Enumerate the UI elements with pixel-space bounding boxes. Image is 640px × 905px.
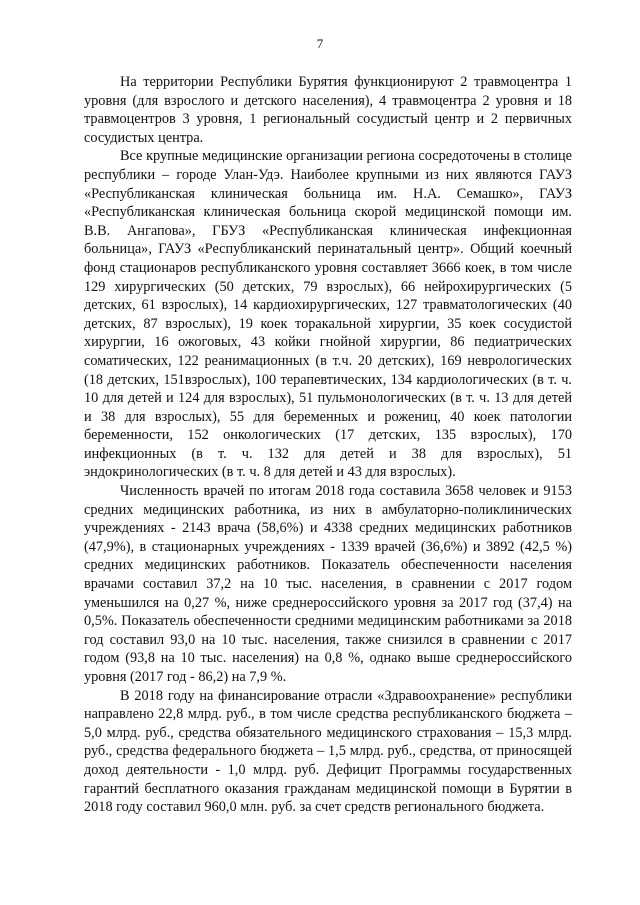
paragraph-medical-organizations: Все крупные медицинские организации региона сосредоточены в столице республики – городе Улан-Удэ. Наиболее крупными из них являются ГАУЗ «Республиканская клиническая больница им. Н.А. Семашко», ГАУЗ «Республиканская клиническая больница скорой медицинской помощи им. В.В. Ангапова», ГБУЗ «Республиканская клиническая инфекционная больница», ГАУЗ «Республиканский перинатальный центр». Общий коечный фонд стационаров республиканского уровня составляет 3666 коек, в том числе 129 хирургических (50 детских, 79 взрослых), 66 нейрохирургических (5 детских, 61 взрослых), 14 кардиохирургических, 127 травматологических (40 детских, 87 взрослых), 19 коек торакальной хирургии, 35 коек сосудистой хирургии, 16 ожоговых, 43 койки гнойной хирургии, 86 педиатрических соматических, 122 реанимационных (в т.ч. 20 детских), 169 неврологических (18 детских, 151взрослых), 100 терапевтических, 134 кардиологических (в т. ч. 10 для детей и 124 для взрослых), 51 пульмонологических (в т. ч. 13 для детей и 38 для взрослых), 55 для беременных и рожениц, 40 коек патологии беременности, 152 онкологических (17 детских, 135 взрослых), 170 инфекционных (в т. ч. 132 для детей и 38 для взрослых), 51 эндокринологических (в т. ч. 8 для детей и 43 для взрослых).: [84, 148, 572, 481]
paragraph-financing: В 2018 году на финансирование отрасли «Здравоохранение» республики направлено 22,8 млрд. руб., в том числе средства республиканского бюджета – 5,0 млрд. руб., средства обязательного медицинского страхования – 15,3 млрд. руб., средства федерального бюджета – 1,5 млрд. руб., средства, от приносящей доход деятельности - 1,0 млрд. руб. Дефицит Программы государственных гарантий бесплатного оказания гражданам медицинской помощи в Бурятии в 2018 году составил 960,0 млн. руб. за счет средств регионального бюджета.: [84, 687, 572, 816]
document-body: [84, 73, 572, 817]
page-number: 7: [316, 36, 324, 51]
paragraph-trauma-centers: На территории Республики Бурятия функционируют 2 травмоцентра 1 уровня (для взрослого и детского населения), 4 травмоцентра 2 уровня и 18 травмоцентров 3 уровня, 1 региональный сосудистый центр и 2 первичных сосудистых центра.: [84, 74, 572, 146]
paragraph-staffing: Численность врачей по итогам 2018 года составила 3658 человек и 9153 средних медицинских работника, из них в амбулаторно-поликлинических учреждениях - 2143 врача (58,6%) и 4338 средних медицинских работников (47,9%), в стационарных учреждениях - 1339 врачей (36,6%) и 3892 (42,5 %) средних медицинских работников. Показатель обеспеченности населения врачами составил 37,2 на 10 тыс. населения, в сравнении с 2017 годом уменьшился на 0,27 %, ниже среднероссийского уровня за 2017 год (37,4) на 0,5%. Показатель обеспеченности средними медицинским работниками за 2018 год составил 93,0 на 10 тыс. населения, также снизился в сравнении с 2017 годом (93,8 на 10 тыс. населения) на 0,8 %, однако выше среднероссийского уровня (2017 год - 86,2) на 7,9 %.: [84, 483, 572, 685]
